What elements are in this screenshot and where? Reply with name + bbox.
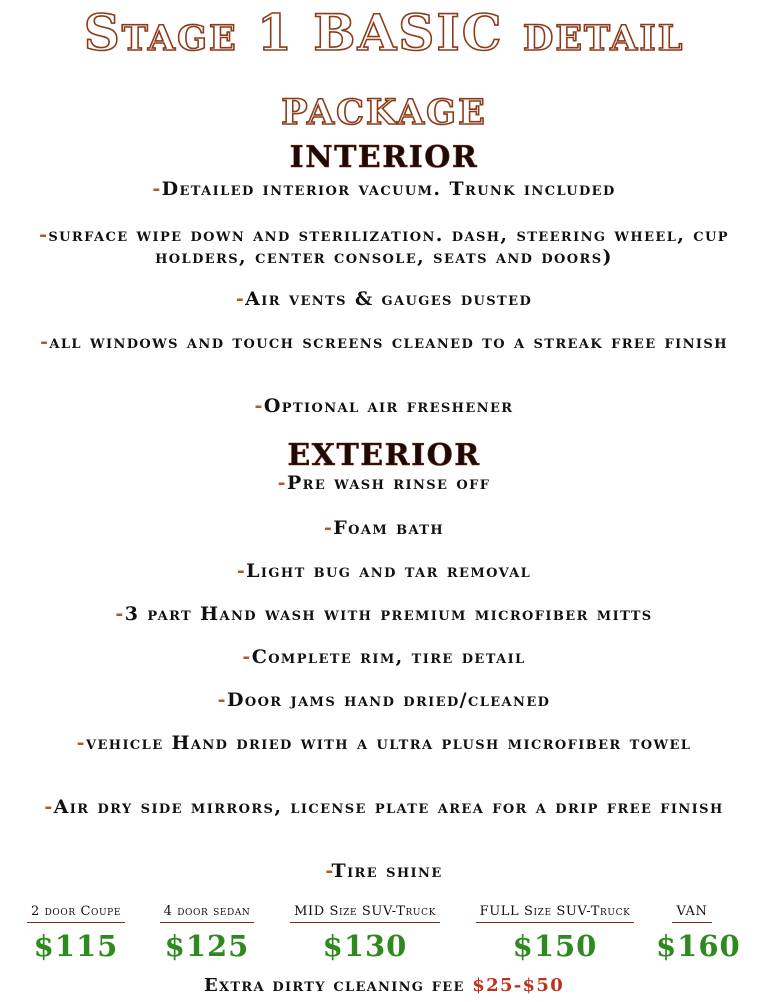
price-value: $115 xyxy=(33,929,119,963)
exterior-item-text: Foam bath xyxy=(333,517,445,539)
exterior-item-text: 3 part Hand wash with premium microfiber mitts xyxy=(124,603,653,625)
dash: - xyxy=(242,646,252,668)
interior-item-text: Optional air freshener xyxy=(263,395,514,417)
extra-fee-amount: $25-$50 xyxy=(472,975,565,996)
pricing-table xyxy=(0,900,768,963)
exterior-item xyxy=(6,732,762,754)
dash: - xyxy=(152,178,162,200)
exterior-item-text: Air dry side mirrors, license plate area for a drip free finish xyxy=(53,796,724,818)
dash: - xyxy=(115,603,125,625)
exterior-item xyxy=(6,472,762,494)
exterior-item xyxy=(6,603,762,625)
exterior-item xyxy=(6,689,762,711)
price-value: $150 xyxy=(512,929,598,963)
exterior-item-text: Door jams hand dried/cleaned xyxy=(226,689,551,711)
interior-item-text: all windows and touch screens cleaned to a streak free finish xyxy=(49,331,728,353)
vehicle-type-label: FULL Size SUV-Truck xyxy=(476,904,635,923)
vehicle-type-label: VAN xyxy=(672,904,711,923)
interior-item xyxy=(6,288,762,310)
price-column-sedan xyxy=(148,900,266,963)
interior-item xyxy=(6,224,762,268)
vehicle-type-label: 2 door Coupe xyxy=(27,904,125,923)
dash: - xyxy=(76,732,86,754)
interior-item-text: Detailed interior vacuum. Trunk included xyxy=(161,178,616,200)
exterior-item-text: Complete rim, tire detail xyxy=(251,646,526,668)
price-column-van xyxy=(656,900,741,963)
vehicle-type-label: MID Size SUV-Truck xyxy=(290,904,440,923)
exterior-item-text: vehicle Hand dried with a ultra plush microfiber towel xyxy=(85,732,692,754)
dash: - xyxy=(217,689,227,711)
interior-item xyxy=(6,178,762,200)
price-value: $130 xyxy=(322,929,408,963)
extra-fee-label: Extra dirty cleaning fee xyxy=(203,975,465,996)
exterior-item xyxy=(6,646,762,668)
exterior-item xyxy=(6,860,762,882)
dash: - xyxy=(236,560,247,582)
dash: - xyxy=(40,331,50,353)
dash: - xyxy=(44,796,54,818)
exterior-item-text: Tire shine xyxy=(331,860,443,882)
interior-item xyxy=(6,395,762,417)
vehicle-type-label: 4 door sedan xyxy=(160,904,255,923)
dash: - xyxy=(254,395,264,417)
extra-fee-note xyxy=(0,975,768,996)
exterior-item-text: Pre wash rinse off xyxy=(286,472,491,494)
dash: - xyxy=(325,860,332,882)
interior-heading: INTERIOR xyxy=(289,140,479,175)
exterior-item-text: Light bug and tar removal xyxy=(246,560,532,582)
dash: - xyxy=(277,472,287,494)
page-title-line-1: Stage 1 BASIC detail xyxy=(83,3,685,62)
exterior-item xyxy=(6,796,762,818)
price-column-full-suv xyxy=(462,900,648,963)
page-title-line-2: package xyxy=(281,77,487,136)
price-value: $160 xyxy=(656,929,741,963)
price-value: $125 xyxy=(164,929,250,963)
exterior-item xyxy=(6,560,762,582)
dash: - xyxy=(39,224,49,246)
interior-item xyxy=(6,331,762,353)
exterior-item xyxy=(6,517,762,539)
price-column-mid-suv xyxy=(276,900,454,963)
dash: - xyxy=(235,288,246,310)
price-column-coupe xyxy=(14,900,138,963)
interior-item-text: surface wipe down and sterilization. dash, steering wheel, cup holders, center console, seats and doors) xyxy=(48,224,729,268)
dash: - xyxy=(323,517,334,539)
interior-item-text: Air vents & gauges dusted xyxy=(245,288,533,310)
exterior-heading: EXTERIOR xyxy=(287,438,481,473)
